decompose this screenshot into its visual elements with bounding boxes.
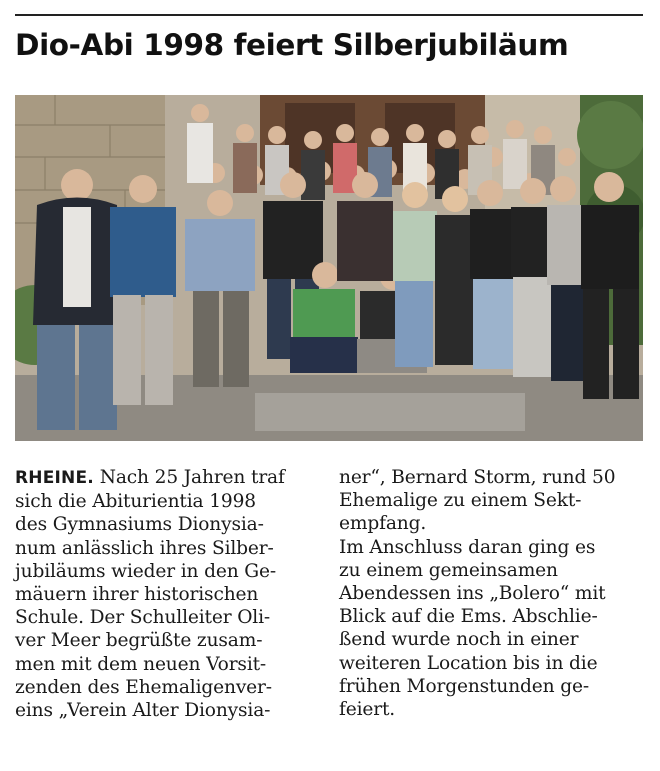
text-line: zu einem gemeinsamen — [339, 559, 558, 581]
text-line: jubiläums wieder in den Ge- — [15, 560, 276, 582]
text-line: num anlässlich ihres Silber- — [15, 537, 274, 559]
article-headline: Dio-Abi 1998 feiert Silberjubiläum — [15, 28, 569, 62]
text-line: frühen Morgenstunden ge- — [339, 675, 589, 697]
text-line: Schule. Der Schulleiter Oli- — [15, 607, 271, 629]
text-line: weiteren Location bis in die — [339, 652, 598, 674]
text-line: RHEINE. Nach 25 Jahren traf — [15, 467, 285, 488]
top-rule — [15, 14, 643, 16]
text-line: men mit dem neuen Vorsit- — [15, 653, 267, 675]
text-line: feiert. — [339, 699, 396, 721]
text-line: Abendessen ins „Bolero“ mit — [339, 583, 606, 605]
text-line: Im Anschluss daran ging es — [339, 536, 596, 558]
text-line: mäuern ihrer historischen — [15, 584, 259, 606]
text-line: des Gymnasiums Dionysia- — [15, 514, 264, 536]
group-photo-illustration — [15, 95, 643, 441]
article-column-2 — [339, 466, 649, 721]
text-line: ner“, Bernard Storm, rund 50 — [339, 467, 616, 488]
text-line: ver Meer begrüßte zusam- — [15, 630, 263, 652]
text-line: Blick auf die Ems. Abschlie- — [339, 606, 598, 628]
dateline: RHEINE. — [15, 468, 94, 488]
text-line: eins „Verein Alter Dionysia- — [15, 700, 271, 722]
group-photo — [15, 95, 643, 441]
text-line: ßend wurde noch in einer — [339, 629, 579, 651]
text-line: zenden des Ehemaligenver- — [15, 676, 272, 698]
article-column-1 — [15, 466, 320, 722]
text-line: empfang. — [339, 513, 427, 535]
text-line: sich die Abiturientia 1998 — [15, 491, 256, 513]
text-line: Ehemalige zu einem Sekt- — [339, 490, 582, 512]
